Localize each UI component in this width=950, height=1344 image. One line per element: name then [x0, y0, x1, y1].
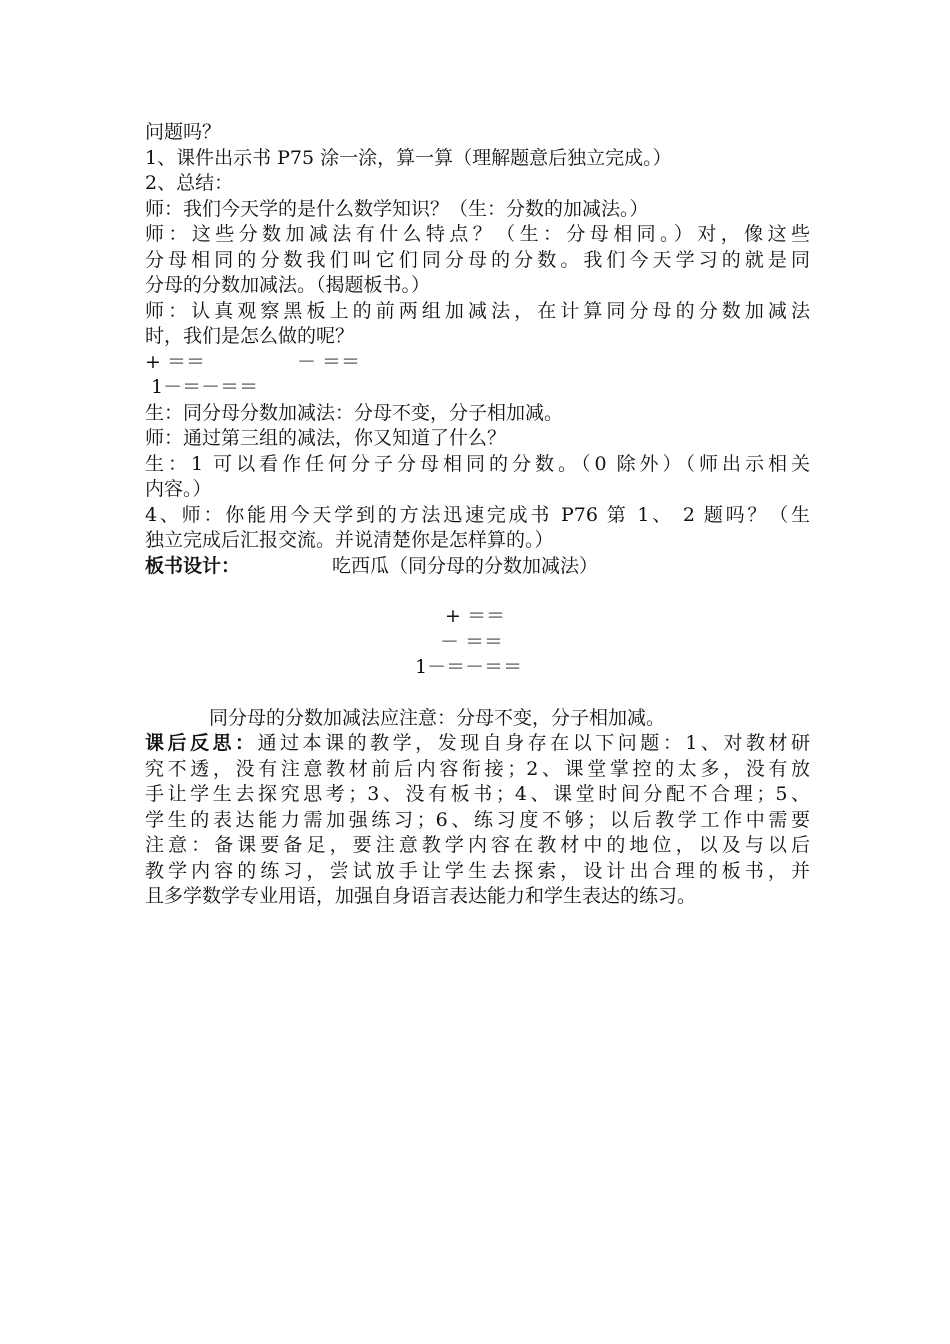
formula-line — [145, 350, 810, 376]
text-line: 时，我们是怎么做的呢？ — [145, 325, 355, 347]
text-line: 4、师：你能用今天学到的方法迅速完成书 P76 第 1、 2 题吗？（生 — [145, 503, 810, 526]
reflection-text: 通过本课的教学，发现自身存在以下问题：1、对教材研 — [257, 732, 810, 754]
formula-line: 1－＝－＝＝ — [151, 376, 259, 398]
reflection-line: 注意：备课要备足，要注意教学内容在教材中的地位，以及与以后 — [145, 834, 810, 856]
text-line: 内容。） — [145, 478, 212, 500]
board-design-heading — [145, 554, 810, 580]
formula: + ＝＝ — [145, 350, 205, 373]
board-formula: － ＝＝ — [440, 630, 504, 653]
formula: － ＝＝ — [296, 350, 361, 373]
text-line: 2、总结： — [145, 172, 234, 194]
text-line: 分母相同的分数我们叫它们同分母的分数。我们今天学习的就是同 — [145, 248, 810, 271]
text-line: 分母的分数加减法。（揭题板书。） — [145, 274, 431, 296]
reflection-first-line — [145, 731, 810, 757]
reflection-line: 手让学生去探究思考；3、没有板书；4、课堂时间分配不合理；5、 — [145, 783, 810, 805]
text-line: 师：认真观察黑板上的前两组加减法，在计算同分母的分数加减法 — [145, 299, 810, 322]
reflection-line: 学生的表达能力需加强练习；6、练习度不够；以后教学工作中需要 — [145, 808, 810, 831]
board-formula: 1－＝－＝＝ — [415, 656, 523, 678]
text-line: 1、课件出示书 P75 涂一涂，算一算（理解题意后独立完成。） — [145, 146, 672, 169]
board-note: 同分母的分数加减法应注意：分母不变，分子相加减。 — [209, 706, 666, 729]
text-line: 生：同分母分数加减法：分母不变，分子相加减。 — [145, 401, 564, 424]
document-page — [145, 120, 810, 910]
board-design-title: 吃西瓜（同分母的分数加减法） — [332, 554, 599, 577]
reflection-label: 课后反思： — [145, 732, 258, 754]
text-line: 生：1 可以看作任何分子分母相同的分数。（0 除外）（师出示相关 — [145, 452, 810, 475]
board-formula: + ＝＝ — [445, 605, 505, 627]
text-line: 独立完成后汇报交流。并说清楚你是怎样算的。） — [145, 529, 554, 551]
reflection-line: 究不透，没有注意教材前后内容衔接；2、课堂掌控的太多，没有放 — [145, 757, 810, 780]
text-line: 师：通过第三组的减法，你又知道了什么？ — [145, 427, 507, 449]
reflection-line: 教学内容的练习，尝试放手让学生去探索，设计出合理的板书，并 — [145, 859, 810, 882]
reflection-line: 且多学数学专业用语，加强自身语言表达能力和学生表达的练习。 — [145, 885, 697, 907]
board-design-label: 板书设计： — [145, 554, 241, 577]
text-line: 师：这些分数加减法有什么特点？（生：分母相同。）对，像这些 — [145, 223, 810, 245]
text-line: 师：我们今天学的是什么数学知识？（生：分数的加减法。） — [145, 197, 649, 220]
text-line: 问题吗？ — [145, 121, 222, 143]
